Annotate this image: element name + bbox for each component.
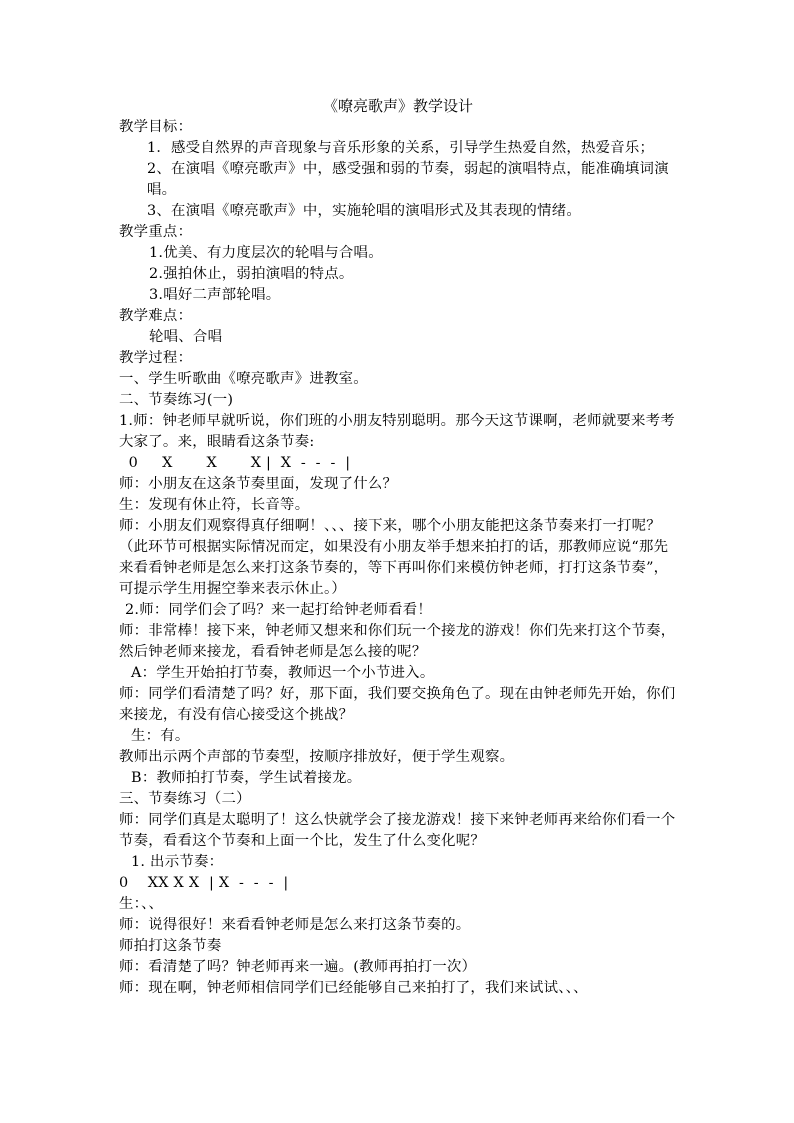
paragraph-26: 师：同学们真是太聪明了！这么快就学会了接龙游戏！接下来钟老师再来给你们看一个节奏，看看这个节奏和上面一个比，发生了什么变化呢？ [119, 812, 676, 849]
paragraph-31: 师拍打这条节奏 [119, 938, 222, 954]
paragraph-33: 师：现在啊，钟老师相信同学们已经能够自己来拍打了，我们来试试、、、 [119, 980, 588, 996]
paragraph-14: 0 X X X | X - - - | [119, 455, 351, 471]
paragraph-27: 1. 出示节奏： [131, 854, 224, 870]
paragraph-6: 2.强拍休止，弱拍演唱的特点。 [149, 266, 354, 282]
paragraph-29: 生：、、 [119, 896, 164, 912]
paragraph-25: 三、节奏练习（二） [119, 791, 251, 807]
paragraph-22: 生：有。 [131, 728, 190, 744]
paragraph-11: 一、学生听歌曲《嘹亮歌声》进教室。 [119, 371, 368, 387]
paragraph-9: 轮唱、合唱 [149, 329, 223, 345]
paragraph-0: 教学目标： [119, 119, 193, 135]
document-page [119, 96, 679, 999]
paragraph-3: 3、在演唱《嘹亮歌声》中，实施轮唱的演唱形式及其表现的情绪。 [147, 203, 581, 219]
paragraph-5: 1.优美、有力度层次的轮唱与合唱。 [149, 245, 383, 261]
paragraph-1: 1．感受自然界的声音现象与音乐形象的关系，引导学生热爱自然，热爱音乐； [147, 140, 655, 156]
paragraph-10: 教学过程： [119, 350, 193, 366]
paragraph-23: 教师出示两个声部的节奏型，按顺序排放好，便于学生观察。 [119, 749, 515, 765]
document-title: 《嘹亮歌声》教学设计 [322, 97, 473, 115]
paragraph-18: 2.师：同学们会了吗？来一起打给钟老师看看！ [125, 602, 433, 618]
paragraph-19: 师：非常棒！接下来，钟老师又想来和你们玩一个接龙的游戏！你们先来打这个节奏，然后钟老师来接龙，看看钟老师是怎么接的呢？ [119, 623, 676, 660]
paragraph-8: 教学难点： [119, 308, 193, 324]
paragraph-32: 师：看清楚了吗？钟老师再来一遍。(教师再拍打一次） [119, 959, 477, 975]
paragraph-7: 3.唱好二声部轮唱。 [149, 287, 281, 303]
paragraph-16: 生：发现有休止符，长音等。 [119, 497, 310, 513]
paragraph-21: 师：同学们看清楚了吗？好，那下面，我们要交换角色了。现在由钟老师先开始，你们来接龙，有没有信心接受这个挑战？ [119, 686, 676, 723]
paragraph-17: 师：小朋友们观察得真仔细啊！、、、接下来，哪个小朋友能把这条节奏来打一打呢？（此环节可根据实际情况而定，如果没有小朋友举手想来拍打的话，那教师应说“那先来看看钟老师是怎么来打这条节奏的，等下再叫你们来模仿钟老师，打打这条节奏”，可提示学生用握空拳来表示休止。） [119, 518, 669, 597]
paragraph-20: A：学生开始拍打节奏，教师迟一个小节进入。 [131, 665, 435, 681]
paragraph-30: 师：说得很好！来看看钟老师是怎么来打这条节奏的。 [119, 917, 471, 933]
paragraph-28: 0 XX X X | X - - - | [119, 875, 289, 891]
paragraph-15: 师：小朋友在这条节奏里面，发现了什么？ [119, 476, 398, 492]
paragraph-2: 2、在演唱《嘹亮歌声》中，感受强和弱的节奏，弱起的演唱特点，能准确填词演唱。 [147, 161, 669, 198]
paragraph-24: B：教师拍打节奏，学生试着接龙。 [131, 770, 362, 786]
paragraph-12: 二、节奏练习(一) [119, 392, 234, 408]
document-body [119, 117, 679, 999]
paragraph-13: 1.师：钟老师早就听说，你们班的小朋友特别聪明。那今天这节课啊，老师就要来考考大家了。来，眼睛看这条节奏: [119, 413, 675, 450]
paragraph-4: 教学重点： [119, 224, 193, 240]
